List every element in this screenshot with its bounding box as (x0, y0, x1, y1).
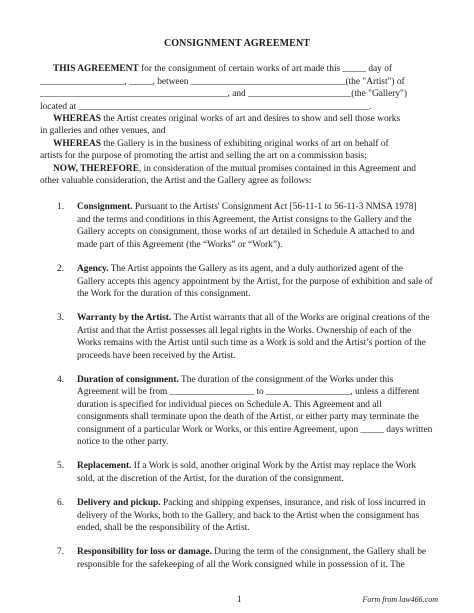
line-text: for the consignment of certain works of art made this _____ day of (138, 64, 393, 75)
line-text: sold, at the discretion of the Artist, for the duration of the consignment. (77, 473, 344, 484)
text-line (77, 239, 434, 251)
text-line (77, 276, 434, 288)
line-text: The Artist appoints the Gallery as its agent, and a duly authorized agent of the (108, 264, 404, 275)
line-text: consignment of a particular Work or Works, or this entire Agreement, upon _____ days written (77, 424, 433, 435)
bold-lead-text: Consignment. (77, 202, 133, 213)
clause-number: 5. (57, 461, 65, 472)
line-text: other valuable consideration, the Artist and the Gallery agree as follows: (40, 176, 312, 187)
text-line (77, 312, 434, 324)
line-text: Agreement will be from __________________ to __________________, unless a different (77, 387, 420, 398)
line-text: Gallery accepts on consignment, those works of art detailed in Schedule A attached to and (77, 227, 415, 238)
line-text: __________________, _____, between _________________________________(the "Artist") of (40, 76, 405, 87)
bold-lead-text: NOW, THEREFORE (53, 163, 139, 174)
line-text: proceeds have been received by the Artist. (77, 350, 236, 361)
text-line (40, 125, 434, 137)
document-title: CONSIGNMENT AGREEMENT (163, 38, 311, 49)
now-therefore-paragraph (40, 163, 434, 188)
clause-list (40, 201, 434, 571)
text-line (77, 497, 434, 509)
bold-lead-text: Replacement. (77, 461, 132, 472)
text-line (77, 424, 434, 436)
text-line (77, 522, 434, 534)
preamble (40, 63, 434, 187)
line-text: Works remains with the Artist until such time as a Work is sold and the Artist’s portion of the (77, 338, 426, 349)
text-line (77, 226, 434, 238)
line-text: delivery of the Works, both to the Gallery, and back to the Artist when the consignment has (77, 510, 420, 521)
text-line (77, 201, 434, 213)
clause-item (40, 546, 434, 571)
clause-item (40, 374, 434, 448)
clause-number: 2. (57, 264, 65, 275)
line-text: During the term of the consignment, the Gallery shall be (211, 547, 427, 558)
line-text: the Gallery is in the business of exhibiting original works of art on behalf of (100, 138, 389, 149)
line-text: Gallery accepts this agency appointment by the Artist, for the purpose of exhibition and sale of (77, 276, 433, 287)
text-line (77, 350, 434, 362)
text-line (77, 559, 434, 571)
clause-number: 3. (57, 313, 65, 324)
text-line (40, 101, 434, 113)
clause-item (40, 460, 434, 485)
line-text: notice to the other party. (77, 436, 169, 447)
text-line (77, 460, 434, 472)
text-line (77, 386, 434, 398)
form-source-note: Form from law466.com (362, 595, 438, 604)
bold-lead-text: THIS AGREEMENT (53, 64, 139, 75)
clause-number: 4. (57, 374, 65, 385)
clause-item (40, 497, 434, 534)
text-line (77, 263, 434, 275)
text-line (77, 374, 434, 386)
text-line (77, 325, 434, 337)
line-text: ________________________________________, and ______________________(the "Gallery") (40, 89, 407, 100)
line-text: and the terms and conditions in this Agreement, the Artist consigns to the Gallery and the (77, 214, 412, 225)
bold-lead-text: Delivery and pickup. (77, 498, 161, 509)
text-line (40, 138, 434, 150)
text-line (77, 214, 434, 226)
agreement-intro-paragraph (40, 63, 434, 113)
line-text: The duration of the consignment of the Works under this (178, 374, 394, 385)
text-line (77, 411, 434, 423)
text-line (77, 546, 434, 558)
line-text: ended, shall be the responsibility of the Artist. (77, 523, 250, 533)
line-text: Pursuant to the Artists' Consignment Act [56-11-1 to 56-11-3 NMSA 1978] (132, 202, 417, 213)
bold-lead-text: Responsibility for loss or damage. (77, 547, 212, 558)
line-text: Packing and shipping expenses, insurance, and risk of loss incurred in (160, 498, 426, 509)
text-line (40, 150, 434, 162)
clause-item (40, 312, 434, 362)
whereas-gallery-paragraph (40, 138, 434, 163)
bold-lead-text: WHEREAS (53, 114, 101, 125)
text-line (77, 436, 434, 448)
text-line (77, 510, 434, 522)
line-text: If a Work is sold, another original Work by the Artist may replace the Work (131, 461, 417, 472)
line-text: The Artist warrants that all of the Works are original creations of the (171, 313, 430, 324)
line-text: artists for the purpose of promoting the artist and selling the art on a commission basis; (40, 151, 367, 162)
line-text: consignments shall terminate upon the death of the Artist, or either party may terminate the (77, 412, 419, 423)
text-line (77, 288, 434, 300)
line-text: Artist and that the Artist possesses all legal rights in the Works. Ownership of each of the (77, 325, 412, 336)
text-line (77, 473, 434, 485)
line-text: the Artist creates original works of art and desires to show and sell those works (100, 114, 401, 125)
line-text: duration is specified for individual pieces on Schedule A. This Agreement and all (77, 399, 382, 410)
text-line (40, 88, 434, 100)
bold-lead-text: Duration of consignment. (77, 374, 179, 385)
clause-number: 1. (57, 202, 65, 213)
clause-item (40, 201, 434, 251)
text-line (40, 63, 434, 75)
line-text: located at ______________________________________________________________. (40, 101, 372, 112)
clause-item (40, 263, 434, 300)
text-line (40, 76, 434, 88)
line-text: , in consideration of the mutual promises contained in this Agreement and (138, 163, 416, 174)
text-line (77, 399, 434, 411)
bold-lead-text: WHEREAS (53, 138, 101, 149)
page-number: 1 (237, 595, 242, 605)
line-text: the Work for the duration of this consignment. (77, 288, 251, 299)
line-text: responsible for the safekeeping of all the Work consigned while in possession of it. The (77, 559, 405, 570)
whereas-artist-paragraph (40, 113, 434, 138)
bold-lead-text: Warranty by the Artist. (77, 313, 172, 324)
bold-lead-text: Agency. (77, 264, 109, 275)
line-text: made part of this Agreement (the “Works” or “Work”). (77, 239, 283, 250)
text-line (40, 175, 434, 187)
line-text: in galleries and other venues, and (40, 126, 166, 137)
clause-number: 7. (57, 547, 65, 558)
text-line (40, 163, 434, 175)
text-line (77, 337, 434, 349)
text-line (40, 113, 434, 125)
clause-number: 6. (57, 498, 65, 509)
